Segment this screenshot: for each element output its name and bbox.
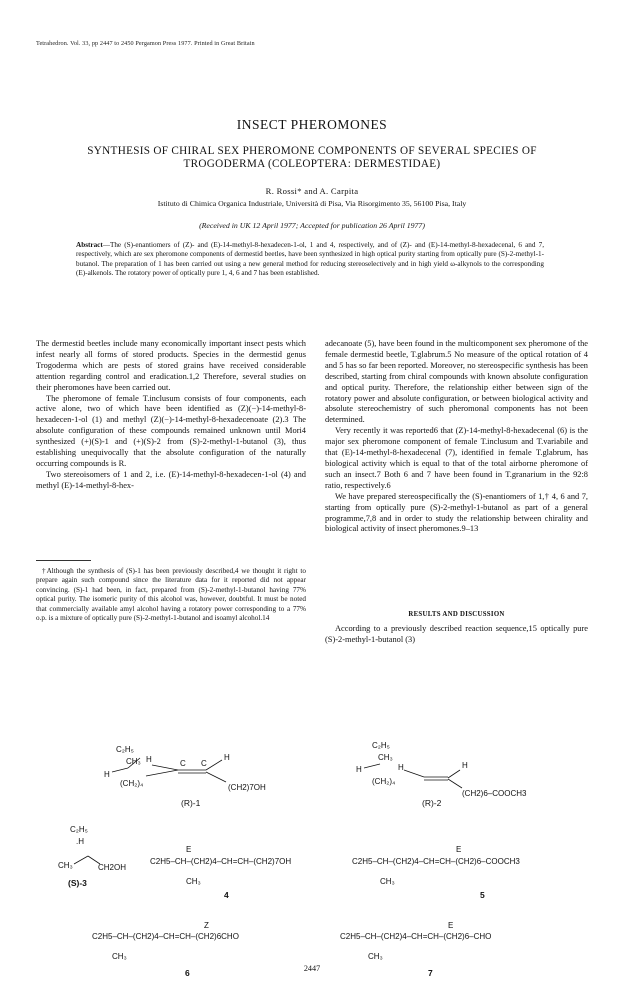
structure-label-7: 7 (428, 968, 433, 978)
svg-text:C₂H₅: C₂H₅ (116, 745, 134, 754)
formula-6: C2H5–CH–(CH2)4–CH=CH–(CH2)6CHO (92, 932, 239, 941)
formula-7: C2H5–CH–(CH2)4–CH=CH–(CH2)6–CHO (340, 932, 492, 941)
tail-3: CH2OH (98, 863, 127, 872)
structure-label-5: 5 (480, 890, 485, 900)
svg-text:(CH₂)₄: (CH₂)₄ (120, 779, 144, 788)
svg-text:H: H (462, 761, 468, 770)
svg-text:E: E (186, 845, 192, 854)
paragraph: We have prepared stereospecifically the (S)-enantiomers of 1,† 4, 6 and 7, starting from optically pure (S)-2-methyl-1-butanol as part of a general programme,7,8 and in order to study the relationship between chirality and biological activity of insect pheromones.9–13 (325, 491, 588, 534)
authors: R. Rossi* and A. Carpita (265, 186, 359, 196)
tail-1: (CH2)7OH (228, 783, 266, 792)
svg-text:H: H (224, 753, 230, 762)
page-number: 2447 (303, 964, 321, 973)
tail-2: (CH2)6–COOCH3 (462, 789, 527, 798)
structure-label-r1: (R)-1 (181, 798, 201, 808)
structure-5 (352, 845, 520, 900)
svg-text:E: E (448, 921, 454, 930)
svg-text:CH₃: CH₃ (58, 861, 73, 870)
paragraph: adecanoate (5), have been found in the multicomponent sex pheromone of the female dermestid beetle, T.glabrum.5 No measure of the optical rotation of 4 and 5 has so far been reported. Moreover, no stereospecific synthesis has been described, starting from chiral compounds with known absolute configuration and optical purity. Therefore, the relationship either between sign of the rotatory power and absolute configuration, or between biological activity and absolute stereochemistry of such pheromonal components has not been determined. (325, 339, 588, 425)
svg-text:CH₃: CH₃ (378, 753, 393, 762)
section-heading: RESULTS AND DISCUSSION (408, 611, 505, 618)
svg-text:CH₃: CH₃ (186, 877, 201, 886)
formula-5: C2H5–CH–(CH2)4–CH=CH–(CH2)6–COOCH3 (352, 857, 520, 866)
svg-text:C: C (180, 759, 186, 768)
journal-header: Tetrahedron. Vol. 33, pp 2447 to 2450 Pergamon Press 1977. Printed in Great Britain (36, 40, 255, 47)
svg-text:H: H (356, 765, 362, 774)
paragraph: Very recently it was reported6 that (Z)-14-methyl-8-hexadecenal (6) is the major sex pheromone component of female T.inclusum and T.variabile and that (E)-14-methyl-8-hexadecenal (7), identified in female T.glabrum, has biological activity which is equal to that of the total airborne pheromone of such an insect.7 Both 6 and 7 have been found in T.granarium in the 92:8 ratio, respectively.6 (325, 426, 588, 490)
svg-text:C: C (201, 759, 207, 768)
formula-4: C2H5–CH–(CH2)4–CH=CH–(CH2)7OH (150, 857, 292, 866)
paragraph: The pheromone of female T.inclusum consists of four components, each active alone, two of which have been identified as (Z)(−)-14-methyl-8-hexadecen-1-ol (1) and methyl (Z)(−)-14-methyl-8-hexadecenoate (2).3 The absolute configuration of these compounds remained unknown until Mori4 synthesized (+)(S)-1 and (+)(S)-2 from (S)-2-methyl-1-butanol (3), thus establishing unequivocally that the absolute configuration of the naturally occurring compounds is R. (36, 393, 306, 468)
svg-text:H: H (398, 763, 404, 772)
abstract-label: Abstract (76, 241, 103, 249)
structure-r1 (104, 745, 266, 808)
svg-text:H: H (146, 755, 152, 764)
svg-text:C₂H₅: C₂H₅ (372, 741, 390, 750)
abstract-text: —The (S)-enantiomers of (Z)- and (E)-14-methyl-8-hexadecen-1-ol, 1 and 4, respectively, and of (Z)- and (E)-14-methyl-8-hexadecenal, 6 and 7, respectively, which are sex pheromone components of dermestid beetles, have been synthesized in high optical purity starting from optically pure (S)-2-methyl-1-butanol. The preparation of 1 has been carried out using a new general method for reducing stereoselectively and in high yield ω-alkynols to the corresponding (E)-alkenols. The rotatory power of optically pure 1, 4, 6 and 7 has been established. (76, 241, 544, 277)
structure-label-4: 4 (224, 890, 229, 900)
svg-text:C₂H₅: C₂H₅ (70, 825, 88, 834)
paragraph: According to a previously described reaction sequence,15 optically pure (S)-2-methyl-1-butanol (3) (325, 624, 588, 644)
svg-text:Z: Z (204, 921, 209, 930)
svg-text:CH₃: CH₃ (126, 757, 141, 766)
structure-label-6: 6 (185, 968, 190, 978)
article-subtitle: SYNTHESIS OF CHIRAL SEX PHEROMONE COMPONENTS OF SEVERAL SPECIES OF TROGODERMA (COLEOPTERA: DERMESTIDAE) (87, 145, 537, 170)
paragraph: The dermestid beetles include many economically important insect pests which infest nearly all forms of stored products. Species in the dermestid genus Trogoderma which are pests of stored grains have received considerable attention regarding control and eradication.1,2 Therefore, several studies on their pheromones have been carried out. (36, 339, 306, 392)
svg-text:(CH₂)₄: (CH₂)₄ (372, 777, 396, 786)
affiliation: Istituto di Chimica Organica Industriale, Università di Pisa, Via Risorgimento 35, 56100 Pisa, Italy (157, 199, 467, 208)
received-dates: (Received in UK 12 April 1977; Accepted for publication 26 April 1977) (199, 221, 425, 230)
svg-text:H: H (104, 770, 110, 779)
svg-text:CH₃: CH₃ (112, 952, 127, 961)
structure-s3 (58, 825, 126, 888)
structure-r2 (356, 741, 527, 808)
svg-text:E: E (456, 845, 462, 854)
structure-4 (150, 845, 291, 900)
footnote-text: †Although the synthesis of (S)-1 has been previously described,4 we thought it right to prepare again such compound since the literature data for it reported did not appear convincing. (S)-1 had been, in fact, prepared from (S)-2-methyl-1-butanol having 77% optical purity. The isomeric purity of this alcohol was, however, doubtful. It must be noted that commercially available amyl alcohol having a rotatory power corresponding to a 77% o.p. is a mixture of optically pure (S)-2-methyl-1-butanol and isoamyl alcohol.14 (36, 567, 306, 623)
svg-text:.H: .H (76, 837, 84, 846)
structure-label-r2: (R)-2 (422, 798, 442, 808)
svg-text:CH₃: CH₃ (368, 952, 383, 961)
paragraph: Two stereoisomers of 1 and 2, i.e. (E)-14-methyl-8-hexadecen-1-ol (4) and methyl (E)-14-methyl-8-hex- (36, 469, 306, 490)
structure-label-s3: (S)-3 (68, 878, 87, 888)
svg-text:CH₃: CH₃ (380, 877, 395, 886)
article-title: INSECT PHEROMONES (236, 117, 388, 132)
